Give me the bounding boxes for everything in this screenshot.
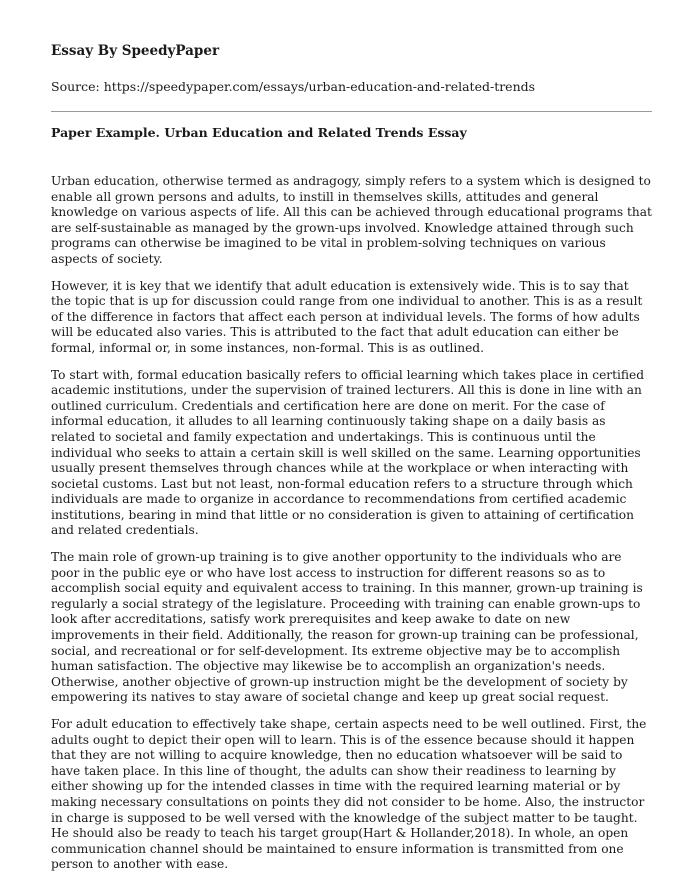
paragraph: Urban education, otherwise termed as andragogy, simply refers to a system which is designed to enable all grown persons and adults, to instill in themselves skills, attitudes and general knowledge on various aspects of life. All this can be achieved through educational programs that are self-sustainable as managed by the grown-ups involved. Knowledge attained through such programs can otherwise be imagined to be vital in problem-solving techniques on various aspects of society.: [51, 174, 652, 266]
paragraph: However, it is key that we identify that adult education is extensively wide. This is to say that the topic that is up for discussion could range from one individual to another. This is as a result of the difference in factors that affect each person at individual levels. The forms of how adults will be educated also varies. This is attributed to the fact that adult education can either be formal, informal or, in some instances, non-formal. This is as outlined.: [51, 278, 643, 355]
source-line: [51, 79, 652, 95]
source-label: Source:: [51, 79, 104, 94]
paragraph: The main role of grown-up training is to give another opportunity to the individuals who are poor in the public eye or who have lost access to instruction for different reasons so as to accomplish social equity and equivalent access to training. In this manner, grown-up training is regularly a social strategy of the legislature. Proceeding with training can enable grown-ups to look after accreditations, satisfy work prerequisites and keep awake to date on new improvements in their field. Additionally, the reason for grown-up training can be professional, social, and recreational or for self-development. Its extreme objective may be to accomplish human satisfaction. The objective may likewise be to accomplish an organization's needs. Otherwise, another objective of grown-up instruction might be the development of society by empowering its natives to stay aware of societal change and keep up great social request.: [51, 550, 643, 705]
paper-title: Paper Example. Urban Education and Related Trends Essay: [51, 125, 467, 140]
site-title: Essay By SpeedyPaper: [51, 43, 220, 59]
paragraph: To start with, formal education basically refers to official learning which takes place in certified academic institutions, under the supervision of trained lecturers. All this is done in line with an outlined curriculum. Credentials and certification here are done on merit. For the case of informal education, it alludes to all learning continuously taking shape on a daily basis as related to societal and family expectation and undertakings. This is continuous until the individual who seeks to attain a certain skill is well skilled on the same. Learning opportunities usually present themselves through chances while at the workplace or when interacting with societal customs. Last but not least, non-formal education refers to a structure through which individuals are made to organize in accordance to recommendations from certified academic institutions, bearing in mind that little or no consideration is given to attaining of certification and related credentials.: [51, 367, 645, 538]
paragraph: For adult education to effectively take shape, certain aspects need to be well outlined. First, the adults ought to depict their open will to learn. This is of the essence because should it happen that they are not willing to acquire knowledge, then no education whatsoever will be said to have taken place. In this line of thought, the adults can show their readiness to learning by either showing up for the intended classes in time with the required learning material or by making necessary consultations on points they did not consider to be home. Also, the instructor in charge is supposed to be well versed with the knowledge of the subject matter to be taught. He should also be ready to teach his target group(Hart & Hollander,2018). In whole, an open communication channel should be maintained to ensure information is transmitted from one person to another with ease.: [51, 717, 647, 872]
source-url: https://speedypaper.com/essays/urban-education-and-related-trends: [103, 79, 536, 94]
header-divider: [51, 111, 652, 112]
essay-body: [51, 174, 652, 873]
